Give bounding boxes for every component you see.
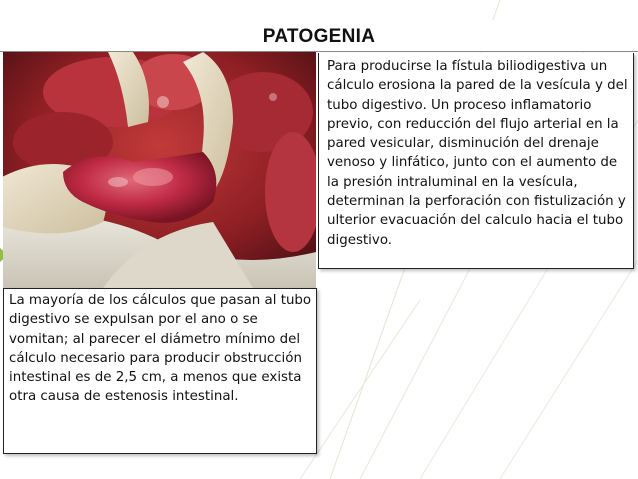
surgical-photo-image: [3, 52, 316, 288]
slide-title: PATOGENIA: [262, 26, 376, 47]
right-paragraph: Para producirse la fístula biliodigestiva un cálculo erosiona la pared de la vesícula y del tubo digestivo. Un proceso inflamatorio previo, con reducción del flujo arterial en la pared vesicular, disminución del drenaje venoso y linfático, junto con el aumento de la presión intraluminal en la vesícula, determinan la perforación con fistulización y ulterior evacuación del calculo hacia el tubo digestivo.: [327, 59, 628, 248]
left-paragraph: La mayoría de los cálculos que pasan al tubo digestivo se expulsan por el ano o se vomitan; al parecer el diámetro mínimo del cálculo necesario para producir obstrucción intestinal es de 2,5 cm, a menos que exista otra causa de estenosis intestinal.: [9, 293, 312, 405]
surgical-photo: [3, 52, 316, 288]
title-bar: [0, 20, 638, 52]
left-text-box: [3, 288, 317, 454]
right-text-box: [318, 53, 634, 269]
